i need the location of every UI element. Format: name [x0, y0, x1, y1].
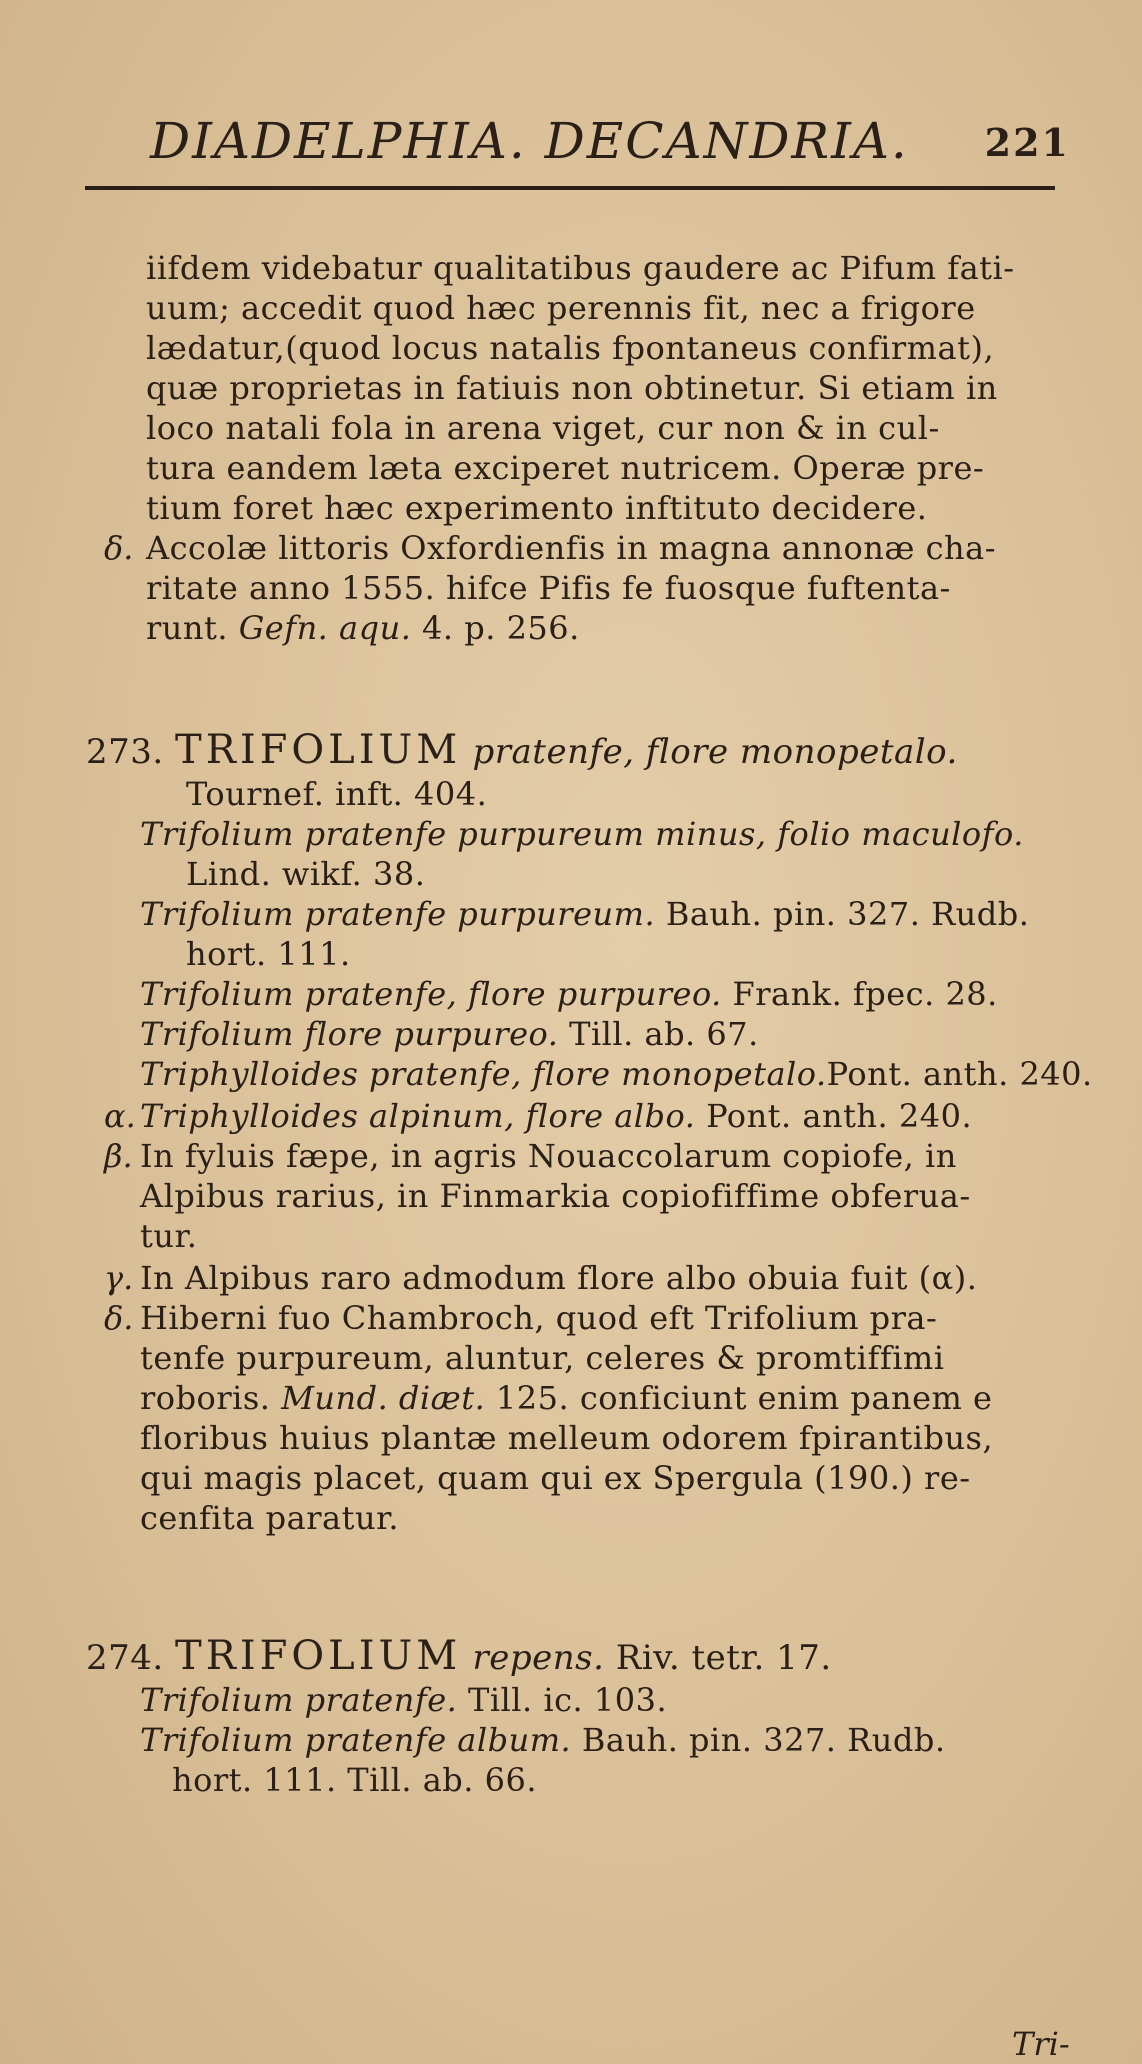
synonym-ref: Bauh. pin. 327. Rudb.: [581, 1721, 946, 1759]
text-line: ritate anno 1555. hifce Pifis fe fuosque fuftenta-: [146, 569, 951, 607]
text-line: lædatur,(quod locus natalis fpontaneus confirmat),: [146, 329, 995, 367]
synonym-name: Trifolium pratenfe, flore purpureo.: [140, 975, 722, 1013]
synonym-line: [140, 894, 1029, 934]
text-line: qui magis placet, quam qui ex Spergula (190.) re-: [140, 1459, 971, 1497]
text-line: quæ proprietas in fatiuis non obtinetur. Si etiam in: [146, 369, 998, 407]
text-line: uum; accedit quod hæc perennis fit, nec a frigore: [146, 289, 976, 327]
entry-ref: Riv. tetr. 17.: [615, 1638, 832, 1678]
variety-marker-alpha: α.: [104, 1097, 136, 1135]
text-line: floribus huius plantæ melleum odorem fpirantibus,: [140, 1419, 994, 1457]
species-epithet: repens.: [472, 1638, 605, 1678]
text-line: iifdem videbatur qualitatibus gaudere ac Pifum fati-: [146, 249, 1015, 287]
variety-line: [140, 1096, 972, 1136]
text-line: Hiberni fuo Chambroch, quod eft Trifolium pra-: [140, 1299, 938, 1337]
synonym-ref: Bauh. pin. 327. Rudb.: [665, 895, 1030, 933]
citation-italic: Gefn. aqu.: [238, 609, 412, 647]
synonym-ref: Till. ic. 103.: [467, 1681, 668, 1719]
entry-number: 273.: [86, 732, 164, 772]
text-line: In fyluis fæpe, in agris Nouaccolarum copiofe, in: [140, 1137, 957, 1175]
synonym-line: hort. 111. Till. ab. 66.: [172, 1761, 537, 1799]
text-line: tium foret hæc experimento inftituto decidere.: [146, 489, 928, 527]
species-epithet: pratenfe, flore monopetalo.: [472, 732, 958, 772]
text-segment: 4. p. 256.: [422, 609, 580, 647]
synonym-line: Lind. wikf. 38.: [186, 855, 426, 893]
genus-name: TRIFOLIUM: [175, 727, 462, 773]
synonym-line: [140, 1014, 759, 1054]
header-rule: [85, 186, 1055, 194]
synonym-line: Trifolium pratenfe purpureum minus, folio maculofo.: [140, 815, 1024, 853]
text-segment: roboris.: [140, 1379, 271, 1417]
synonym-ref: Till. ab. 67.: [569, 1015, 759, 1053]
synonym-name: Trifolium pratenfe album.: [140, 1721, 572, 1759]
entry-heading-273: [86, 727, 958, 773]
text-line: [140, 1378, 992, 1418]
synonym-name: Triphylloides pratenfe, flore monopetalo.: [140, 1055, 827, 1093]
header-title: DIADELPHIA. DECANDRIA.: [150, 112, 909, 170]
genus-name: TRIFOLIUM: [175, 1633, 462, 1679]
text-line: [146, 608, 580, 648]
entry-heading-274: [86, 1633, 832, 1679]
text-line: Alpibus rarius, in Finmarkia copiofiffime obferua-: [140, 1177, 971, 1215]
text-line: In Alpibus raro admodum flore albo obuia fuit (α).: [140, 1259, 978, 1297]
synonym-line: [140, 1680, 667, 1720]
synonym-line: [140, 1720, 945, 1760]
synonym-line: [140, 974, 998, 1014]
page-number: 221: [984, 120, 1070, 165]
synonym-line: [140, 1054, 1093, 1094]
running-header: [150, 112, 1080, 172]
synonym-line: Tournef. inft. 404.: [186, 775, 488, 813]
synonym-name: Trifolium flore purpureo.: [140, 1015, 559, 1053]
synonym-line: hort. 111.: [186, 935, 351, 973]
synonym-name: Trifolium pratenfe.: [140, 1681, 458, 1719]
variety-marker-delta: δ.: [104, 529, 134, 567]
text-line: tenfe purpureum, aluntur, celeres & promtiffimi: [140, 1339, 945, 1377]
text-line: tur.: [140, 1217, 198, 1255]
text-line: Accolæ littoris Oxfordienfis in magna annonæ cha-: [146, 529, 997, 567]
synonym-name: Trifolium pratenfe purpureum.: [140, 895, 656, 933]
synonym-ref: Frank. fpec. 28.: [732, 975, 998, 1013]
entry-number: 274.: [86, 1638, 164, 1678]
variety-marker-gamma: γ.: [104, 1259, 134, 1297]
citation-italic: Mund. diæt.: [281, 1379, 486, 1417]
text-segment: 125. conficiunt enim panem e: [495, 1379, 993, 1417]
text-line: tura eandem læta exciperet nutricem. Operæ pre-: [146, 449, 985, 487]
text-line: cenfita paratur.: [140, 1499, 400, 1537]
catchword: Tri-: [1012, 2025, 1070, 2063]
variety-marker-beta: β.: [104, 1137, 133, 1175]
variety-ref: Pont. anth. 240.: [706, 1097, 973, 1135]
synonym-ref: Pont. anth. 240.: [826, 1055, 1093, 1093]
variety-marker-delta: δ.: [104, 1299, 134, 1337]
text-segment: runt.: [146, 609, 229, 647]
text-line: loco natali fola in arena viget, cur non & in cul-: [146, 409, 940, 447]
variety-name: Triphylloides alpinum, flore albo.: [140, 1097, 696, 1135]
